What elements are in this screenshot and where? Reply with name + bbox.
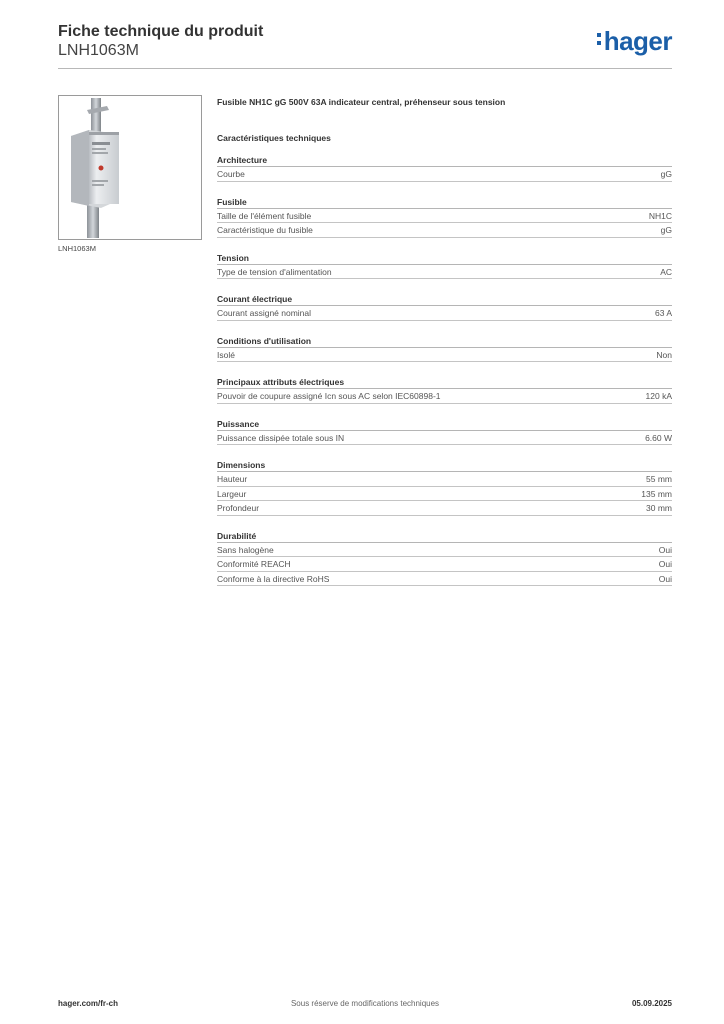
spec-value: gG <box>660 169 672 179</box>
spec-label: Largeur <box>217 488 247 499</box>
spec-groups <box>217 154 672 586</box>
spec-row <box>217 167 672 182</box>
spec-group-title: Tension <box>217 252 672 265</box>
spec-row <box>217 543 672 558</box>
spec-label: Conforme à la directive RoHS <box>217 573 330 584</box>
spec-value: 63 A <box>654 308 672 318</box>
spec-row <box>217 223 672 238</box>
section-title: Caractéristiques techniques <box>217 133 331 143</box>
page-header <box>58 22 672 70</box>
spec-group-title: Dimensions <box>217 459 672 472</box>
logo-dots-icon <box>597 33 603 49</box>
spec-row <box>217 487 672 502</box>
spec-group-title: Principaux attributs électriques <box>217 376 672 389</box>
spec-row <box>217 306 672 321</box>
spec-group-title: Durabilité <box>217 530 672 543</box>
spec-value: Oui <box>658 559 672 569</box>
spec-group-title: Fusible <box>217 196 672 209</box>
spec-value: 120 kA <box>645 391 672 401</box>
spec-row <box>217 209 672 224</box>
footer-disclaimer: Sous réserve de modifications techniques <box>290 999 440 1008</box>
product-description: Fusible NH1C gG 500V 63A indicateur central, préhenseur sous tension <box>217 97 506 107</box>
spec-row <box>217 501 672 516</box>
page-footer <box>58 998 672 1010</box>
spec-value: Non <box>656 349 672 360</box>
spec-value: gG <box>660 225 672 235</box>
spec-label: Type de tension d'alimentation <box>217 266 332 277</box>
spec-value: 6.60 W <box>645 432 672 443</box>
spec-label: Isolé <box>217 349 235 360</box>
spec-value: 30 mm <box>646 503 672 513</box>
spec-label: Hauteur <box>217 474 248 484</box>
spec-row <box>217 572 672 587</box>
spec-row <box>217 431 672 446</box>
spec-label: Sans halogène <box>217 544 274 555</box>
spec-group-title: Architecture <box>217 154 672 167</box>
header-divider <box>58 68 672 69</box>
spec-label: Pouvoir de coupure assigné Icn sous AC selon IEC60898-1 <box>217 391 441 401</box>
spec-label: Courant assigné nominal <box>217 308 312 318</box>
spec-label: Taille de l'élément fusible <box>217 210 312 221</box>
spec-group <box>217 252 672 280</box>
document-title: Fiche technique du produit <box>58 23 264 40</box>
spec-group <box>217 335 672 363</box>
spec-row <box>217 389 672 404</box>
spec-label: Caractéristique du fusible <box>217 225 313 235</box>
image-caption: LNH1063M <box>58 244 96 253</box>
spec-group <box>217 418 672 446</box>
footer-date: 05.09.2025 <box>631 999 672 1008</box>
spec-label: Profondeur <box>217 503 260 513</box>
spec-value: Oui <box>658 573 672 584</box>
spec-label: Courbe <box>217 169 245 179</box>
spec-group-title: Puissance <box>217 418 672 431</box>
hager-logo: hager <box>597 26 672 56</box>
spec-group <box>217 459 672 516</box>
spec-row <box>217 348 672 363</box>
spec-group-title: Courant électrique <box>217 293 672 306</box>
spec-group <box>217 154 672 182</box>
spec-row <box>217 265 672 280</box>
footer-website-link[interactable]: hager.com/fr-ch <box>58 999 119 1008</box>
spec-label: Puissance dissipée totale sous IN <box>217 432 345 443</box>
product-code: LNH1063M <box>58 42 139 59</box>
spec-value: 135 mm <box>641 488 672 499</box>
spec-group <box>217 376 672 404</box>
spec-group-title: Conditions d'utilisation <box>217 335 672 348</box>
spec-value: Oui <box>658 544 672 555</box>
spec-row <box>217 472 672 487</box>
spec-group <box>217 293 672 321</box>
spec-value: 55 mm <box>646 474 672 484</box>
spec-value: AC <box>660 266 672 277</box>
spec-group <box>217 196 672 238</box>
fuse-illustration <box>59 96 201 239</box>
spec-row <box>217 557 672 572</box>
spec-value: NH1C <box>648 210 672 221</box>
spec-group <box>217 530 672 587</box>
spec-label: Conformité REACH <box>217 559 291 569</box>
product-image <box>58 95 202 240</box>
spec-content <box>217 96 672 586</box>
